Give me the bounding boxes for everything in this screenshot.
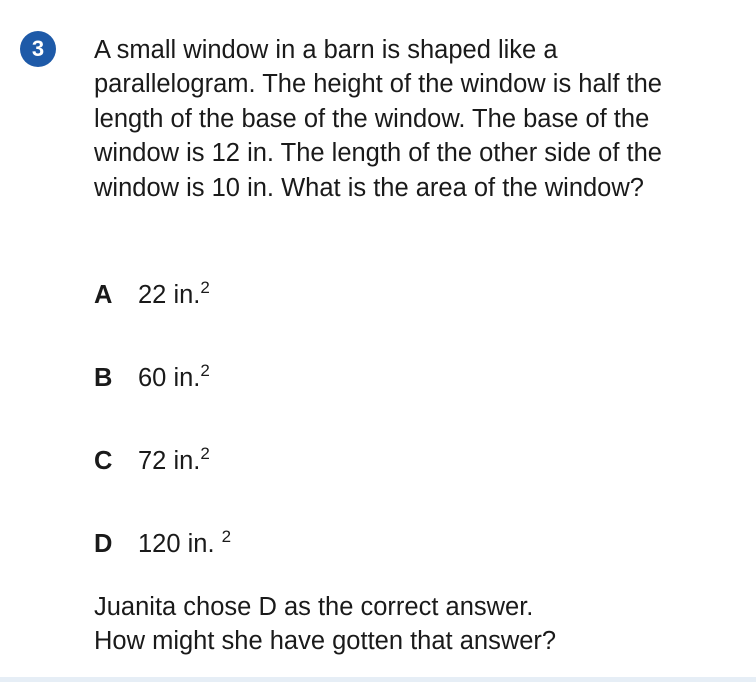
option-exponent: 2	[200, 361, 210, 380]
answer-option-a	[94, 280, 210, 310]
option-letter: B	[94, 364, 113, 392]
question-text: A small window in a barn is shaped like a parallelogram. The height of the window is half the length of the base of the window. The base of the window is 12 in. The length of the other side of the window is 10 in. What is the area of the window?	[94, 36, 662, 202]
option-value: 60 in.	[138, 364, 201, 392]
answer-option-c	[94, 446, 210, 476]
option-letter: D	[94, 530, 113, 558]
answer-option-b	[94, 363, 210, 393]
prompt-line-1: Juanita chose D as the correct answer.	[94, 593, 534, 621]
option-exponent: 2	[200, 444, 210, 463]
option-value: 72 in.	[138, 447, 201, 475]
option-exponent: 2	[200, 278, 210, 297]
prompt-line-2: How might she have gotten that answer?	[94, 627, 557, 655]
option-exponent: 2	[221, 527, 232, 546]
option-value: 22 in.	[138, 281, 201, 309]
option-letter: A	[94, 281, 113, 309]
bottom-divider	[0, 677, 756, 682]
follow-up-prompt	[94, 590, 714, 658]
option-letter: C	[94, 447, 113, 475]
question-number-badge: 3	[20, 31, 56, 67]
option-value: 120 in.	[138, 530, 222, 558]
answer-option-d	[94, 529, 231, 559]
